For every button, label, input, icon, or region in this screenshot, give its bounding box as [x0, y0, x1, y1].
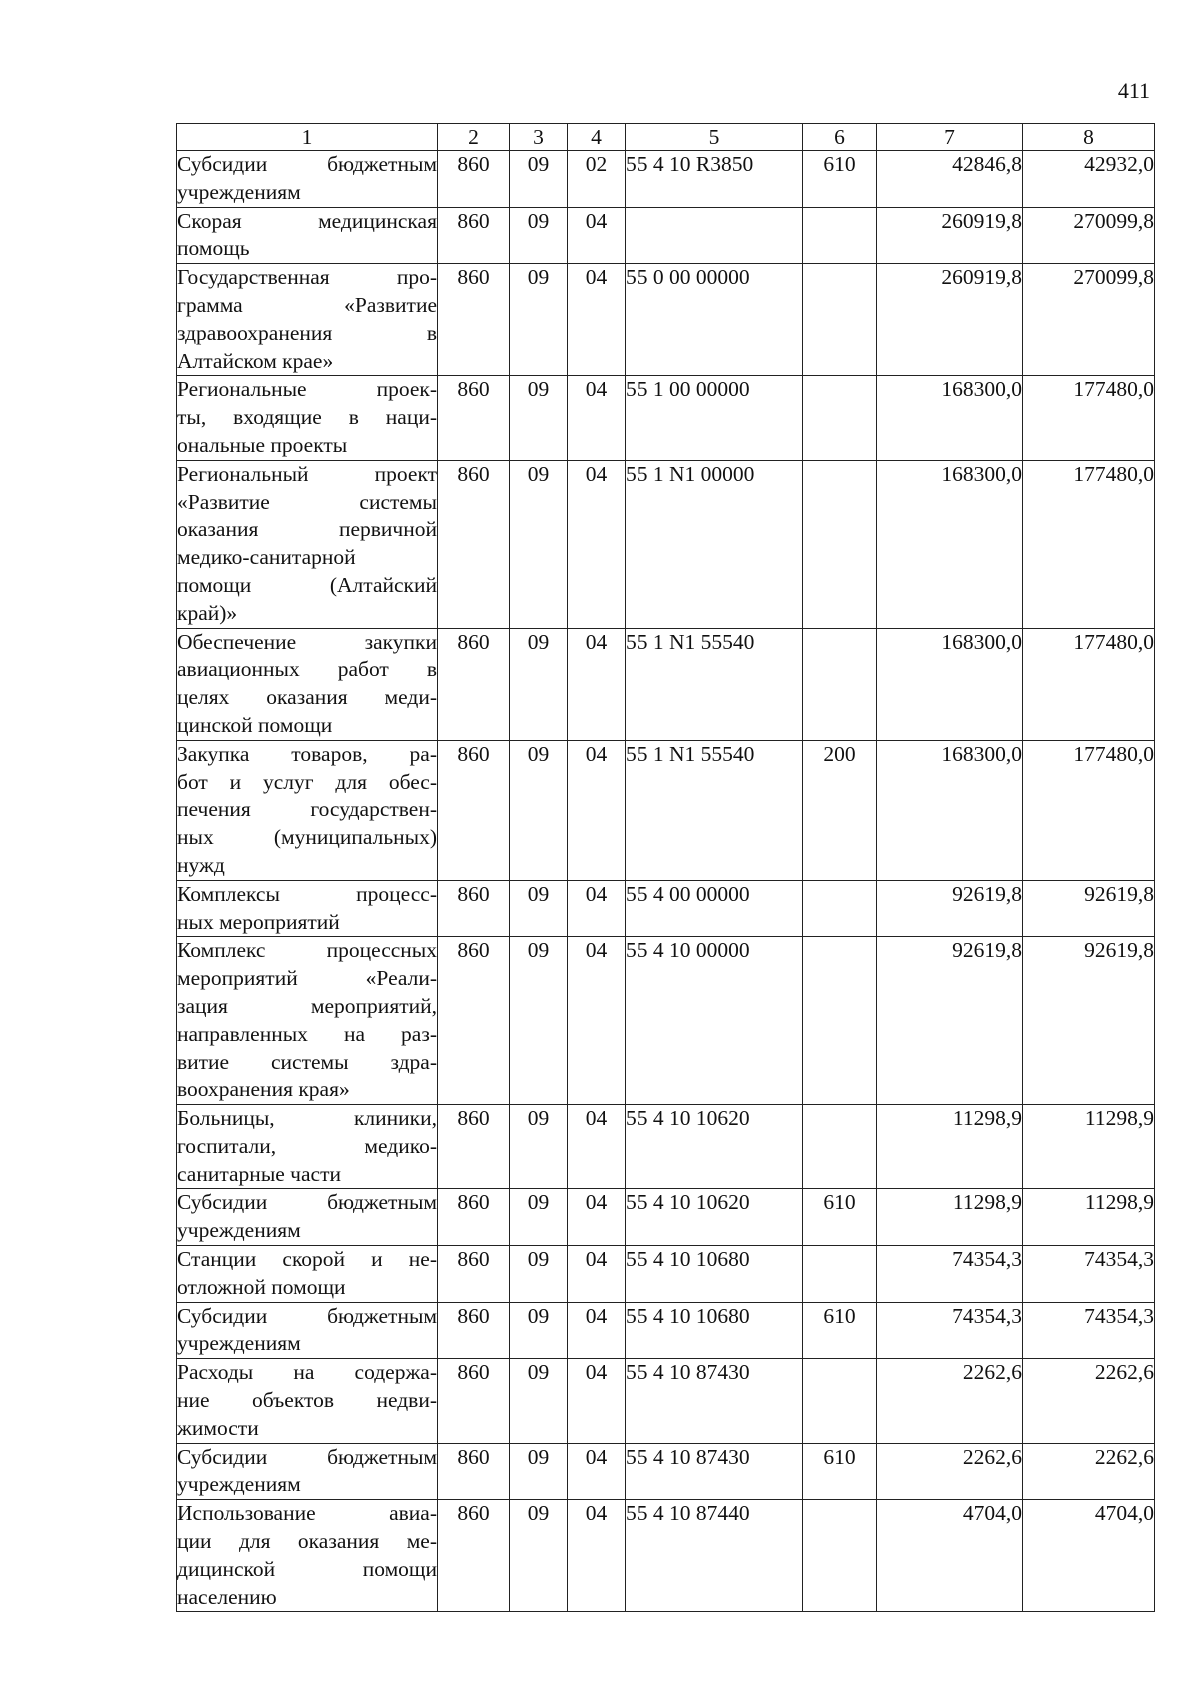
section-cell: 09 [510, 880, 568, 937]
section-cell: 09 [510, 937, 568, 1105]
table-row [177, 628, 1155, 740]
item-name-cell [177, 264, 438, 376]
target-article-cell: 55 4 10 87430 [626, 1443, 803, 1500]
item-name-line: дицинской помощи [177, 1556, 437, 1581]
section-cell: 09 [510, 1246, 568, 1303]
item-name-line: Обеспечение закупки [177, 629, 437, 654]
item-name-line: Алтайском крае» [177, 348, 334, 373]
item-name-line: воохранения края» [177, 1077, 350, 1102]
expense-type-cell [803, 264, 877, 376]
code-860-cell: 860 [438, 628, 510, 740]
subsection-cell: 04 [568, 376, 626, 460]
amount-year1-cell: 4704,0 [877, 1500, 1023, 1612]
column-header-6: 6 [803, 124, 877, 151]
item-name-line: Комплексы процесс- [177, 881, 437, 906]
expense-type-cell [803, 628, 877, 740]
column-header-7: 7 [877, 124, 1023, 151]
section-cell: 09 [510, 1302, 568, 1359]
target-article-cell: 55 4 10 R3850 [626, 151, 803, 208]
table-row [177, 1302, 1155, 1359]
item-name-cell [177, 1105, 438, 1189]
item-name-line: Закупка товаров, ра- [177, 741, 437, 766]
item-name-line: Субсидии бюджетным [177, 152, 437, 176]
table-row [177, 1500, 1155, 1612]
item-name-line: учреждениям [177, 179, 301, 204]
item-name-line: помощь [177, 236, 250, 261]
amount-year2-cell: 11298,9 [1023, 1105, 1155, 1189]
expense-type-cell [803, 1246, 877, 1303]
item-name-line: учреждениям [177, 1331, 301, 1356]
item-name-line: ние объектов недви- [177, 1388, 437, 1413]
target-article-cell: 55 4 10 00000 [626, 937, 803, 1105]
table-row [177, 740, 1155, 880]
table-row [177, 1189, 1155, 1246]
code-860-cell: 860 [438, 207, 510, 264]
item-name-cell [177, 151, 438, 208]
section-cell: 09 [510, 1359, 568, 1443]
item-name-line: помощи (Алтайский [177, 572, 437, 597]
code-860-cell: 860 [438, 264, 510, 376]
target-article-cell: 55 4 10 10620 [626, 1105, 803, 1189]
target-article-cell: 55 1 N1 55540 [626, 740, 803, 880]
amount-year2-cell: 92619,8 [1023, 937, 1155, 1105]
code-860-cell: 860 [438, 740, 510, 880]
item-name-cell [177, 628, 438, 740]
amount-year1-cell: 2262,6 [877, 1359, 1023, 1443]
item-name-cell [177, 376, 438, 460]
subsection-cell: 04 [568, 1359, 626, 1443]
code-860-cell: 860 [438, 1246, 510, 1303]
item-name-line: авиационных работ в [177, 657, 437, 682]
amount-year1-cell: 2262,6 [877, 1443, 1023, 1500]
item-name-line: Региональные проек- [177, 377, 437, 402]
amount-year2-cell: 177480,0 [1023, 376, 1155, 460]
target-article-cell: 55 1 00 00000 [626, 376, 803, 460]
subsection-cell: 04 [568, 460, 626, 628]
item-name-line: грамма «Развитие [177, 292, 437, 317]
amount-year1-cell: 11298,9 [877, 1189, 1023, 1246]
expense-type-cell: 610 [803, 1302, 877, 1359]
item-name-line: Региональный проект [177, 461, 437, 486]
item-name-cell [177, 1302, 438, 1359]
item-name-line: учреждениям [177, 1218, 301, 1243]
amount-year1-cell: 11298,9 [877, 1105, 1023, 1189]
item-name-line: Субсидии бюджетным [177, 1444, 437, 1469]
amount-year1-cell: 168300,0 [877, 460, 1023, 628]
item-name-line: зация мероприятий, [177, 993, 437, 1018]
code-860-cell: 860 [438, 1302, 510, 1359]
table-body [177, 151, 1155, 1612]
item-name-line: Субсидии бюджетным [177, 1190, 437, 1215]
expense-type-cell [803, 207, 877, 264]
section-cell: 09 [510, 1189, 568, 1246]
item-name-line: оказания первичной [177, 517, 437, 542]
subsection-cell: 04 [568, 937, 626, 1105]
code-860-cell: 860 [438, 1105, 510, 1189]
section-cell: 09 [510, 376, 568, 460]
item-name-line: учреждениям [177, 1472, 301, 1497]
item-name-cell [177, 1359, 438, 1443]
section-cell: 09 [510, 264, 568, 376]
table-row [177, 207, 1155, 264]
target-article-cell: 55 4 10 10680 [626, 1302, 803, 1359]
amount-year2-cell: 177480,0 [1023, 628, 1155, 740]
item-name-line: Использование авиа- [177, 1501, 437, 1526]
expense-type-cell [803, 376, 877, 460]
item-name-line: Расходы на содержа- [177, 1360, 437, 1385]
subsection-cell: 04 [568, 740, 626, 880]
expense-type-cell [803, 460, 877, 628]
amount-year1-cell: 74354,3 [877, 1246, 1023, 1303]
target-article-cell: 55 4 10 10680 [626, 1246, 803, 1303]
target-article-cell: 55 0 00 00000 [626, 264, 803, 376]
item-name-line: госпитали, медико- [177, 1133, 437, 1158]
section-cell: 09 [510, 207, 568, 264]
item-name-line: ции для оказания ме- [177, 1529, 437, 1554]
section-cell: 09 [510, 1443, 568, 1500]
amount-year2-cell: 270099,8 [1023, 264, 1155, 376]
budget-table [176, 123, 1155, 1612]
amount-year1-cell: 168300,0 [877, 376, 1023, 460]
expense-type-cell [803, 880, 877, 937]
table-row [177, 376, 1155, 460]
amount-year1-cell: 42846,8 [877, 151, 1023, 208]
header-row [177, 124, 1155, 151]
subsection-cell: 04 [568, 880, 626, 937]
item-name-cell [177, 1500, 438, 1612]
amount-year1-cell: 168300,0 [877, 740, 1023, 880]
amount-year1-cell: 260919,8 [877, 207, 1023, 264]
subsection-cell: 04 [568, 1189, 626, 1246]
expense-type-cell: 610 [803, 151, 877, 208]
item-name-line: отложной помощи [177, 1274, 346, 1299]
target-article-cell: 55 1 N1 00000 [626, 460, 803, 628]
table-row [177, 937, 1155, 1105]
amount-year2-cell: 177480,0 [1023, 740, 1155, 880]
item-name-line: цинской помощи [177, 712, 333, 737]
code-860-cell: 860 [438, 1359, 510, 1443]
column-header-1: 1 [177, 124, 438, 151]
item-name-line: Больницы, клиники, [177, 1106, 437, 1131]
section-cell: 09 [510, 460, 568, 628]
code-860-cell: 860 [438, 1189, 510, 1246]
item-name-line: нужд [177, 852, 225, 877]
amount-year1-cell: 92619,8 [877, 880, 1023, 937]
subsection-cell: 04 [568, 207, 626, 264]
code-860-cell: 860 [438, 376, 510, 460]
item-name-line: печения государствен- [177, 797, 437, 822]
item-name-line: Комплекс процессных [177, 938, 437, 963]
subsection-cell: 04 [568, 264, 626, 376]
target-article-cell: 55 4 10 87440 [626, 1500, 803, 1612]
code-860-cell: 860 [438, 880, 510, 937]
expense-type-cell: 610 [803, 1443, 877, 1500]
item-name-line: бот и услуг для обес- [177, 769, 437, 794]
item-name-line: ональные проекты [177, 432, 348, 457]
expense-type-cell: 610 [803, 1189, 877, 1246]
subsection-cell: 04 [568, 1443, 626, 1500]
amount-year1-cell: 74354,3 [877, 1302, 1023, 1359]
table-row [177, 1359, 1155, 1443]
section-cell: 09 [510, 740, 568, 880]
item-name-line: «Развитие системы [177, 489, 437, 514]
table-row [177, 880, 1155, 937]
table-row [177, 264, 1155, 376]
target-article-cell: 55 4 00 00000 [626, 880, 803, 937]
item-name-line: Скорая медицинская [177, 208, 437, 233]
amount-year2-cell: 11298,9 [1023, 1189, 1155, 1246]
subsection-cell: 04 [568, 1500, 626, 1612]
table-row [177, 460, 1155, 628]
item-name-line: витие системы здра- [177, 1049, 437, 1074]
amount-year2-cell: 92619,8 [1023, 880, 1155, 937]
column-header-2: 2 [438, 124, 510, 151]
item-name-line: мероприятий «Реали- [177, 966, 437, 991]
amount-year2-cell: 74354,3 [1023, 1302, 1155, 1359]
section-cell: 09 [510, 628, 568, 740]
section-cell: 09 [510, 151, 568, 208]
subsection-cell: 02 [568, 151, 626, 208]
expense-type-cell [803, 1105, 877, 1189]
target-article-cell: 55 4 10 87430 [626, 1359, 803, 1443]
subsection-cell: 04 [568, 1246, 626, 1303]
item-name-line: Государственная про- [177, 265, 437, 290]
code-860-cell: 860 [438, 1443, 510, 1500]
item-name-line: целях оказания меди- [177, 685, 437, 710]
expense-type-cell: 200 [803, 740, 877, 880]
item-name-line: жимости [177, 1415, 259, 1440]
column-header-5: 5 [626, 124, 803, 151]
expense-type-cell [803, 1500, 877, 1612]
subsection-cell: 04 [568, 628, 626, 740]
item-name-cell [177, 1443, 438, 1500]
item-name-line: край)» [177, 600, 238, 625]
amount-year2-cell: 4704,0 [1023, 1500, 1155, 1612]
code-860-cell: 860 [438, 1500, 510, 1612]
item-name-line: населению [177, 1584, 277, 1609]
code-860-cell: 860 [438, 151, 510, 208]
amount-year1-cell: 92619,8 [877, 937, 1023, 1105]
amount-year1-cell: 260919,8 [877, 264, 1023, 376]
target-article-cell: 55 1 N1 55540 [626, 628, 803, 740]
column-header-8: 8 [1023, 124, 1155, 151]
amount-year1-cell: 168300,0 [877, 628, 1023, 740]
item-name-line: медико-санитарной [177, 545, 356, 570]
target-article-cell: 55 4 10 10620 [626, 1189, 803, 1246]
item-name-line: здравоохранения в [177, 320, 437, 345]
subsection-cell: 04 [568, 1302, 626, 1359]
item-name-cell [177, 1189, 438, 1246]
table-row [177, 1105, 1155, 1189]
item-name-cell [177, 937, 438, 1105]
code-860-cell: 860 [438, 937, 510, 1105]
code-860-cell: 860 [438, 460, 510, 628]
column-header-3: 3 [510, 124, 568, 151]
table-row [177, 151, 1155, 208]
section-cell: 09 [510, 1500, 568, 1612]
amount-year2-cell: 2262,6 [1023, 1359, 1155, 1443]
amount-year2-cell: 74354,3 [1023, 1246, 1155, 1303]
amount-year2-cell: 42932,0 [1023, 151, 1155, 208]
item-name-cell [177, 740, 438, 880]
target-article-cell [626, 207, 803, 264]
expense-type-cell [803, 1359, 877, 1443]
table-row [177, 1443, 1155, 1500]
item-name-line: направленных на раз- [177, 1021, 437, 1046]
item-name-line: санитарные части [177, 1161, 341, 1186]
section-cell: 09 [510, 1105, 568, 1189]
item-name-line: ных (муниципальных) [177, 825, 437, 850]
item-name-line: Станции скорой и не- [177, 1247, 437, 1272]
item-name-line: ты, входящие в наци- [177, 405, 437, 430]
subsection-cell: 04 [568, 1105, 626, 1189]
item-name-line: ных мероприятий [177, 909, 340, 934]
item-name-cell [177, 880, 438, 937]
amount-year2-cell: 270099,8 [1023, 207, 1155, 264]
item-name-line: Субсидии бюджетным [177, 1303, 437, 1328]
column-header-4: 4 [568, 124, 626, 151]
amount-year2-cell: 177480,0 [1023, 460, 1155, 628]
item-name-cell [177, 207, 438, 264]
expense-type-cell [803, 937, 877, 1105]
item-name-cell [177, 1246, 438, 1303]
page-number: 411 [1117, 78, 1150, 103]
amount-year2-cell: 2262,6 [1023, 1443, 1155, 1500]
item-name-cell [177, 460, 438, 628]
table-row [177, 1246, 1155, 1303]
